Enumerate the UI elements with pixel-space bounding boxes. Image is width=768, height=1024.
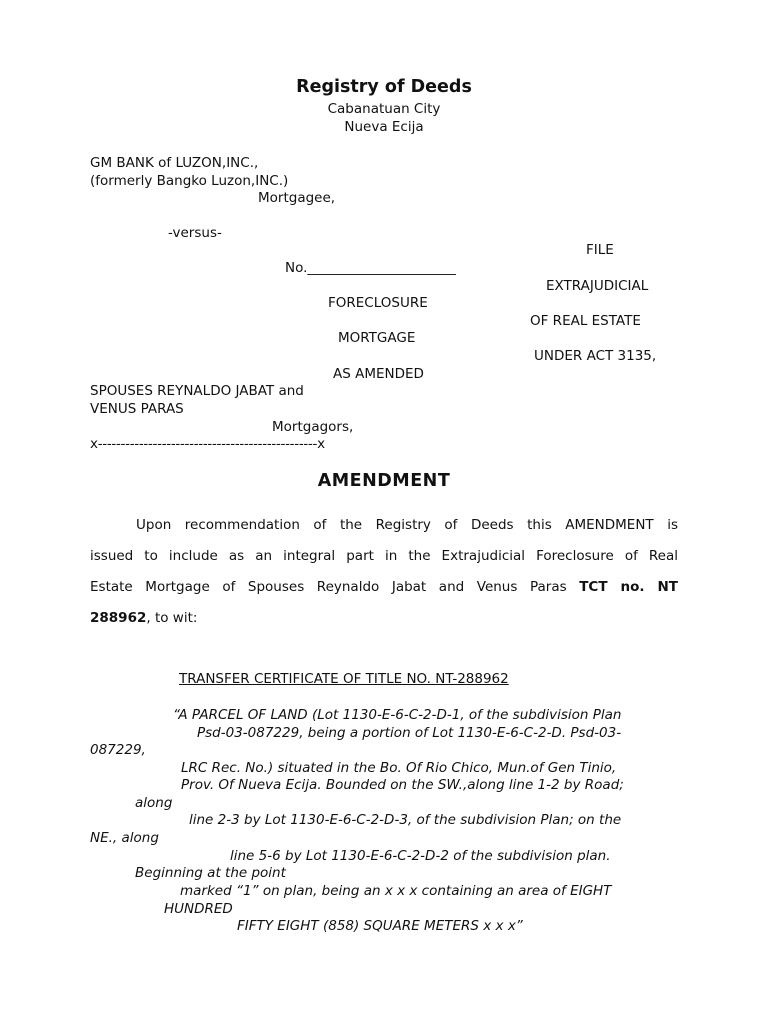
case-act: UNDER ACT 3135,	[534, 348, 657, 364]
tct-number-cont: 288962	[90, 610, 147, 626]
tct-description-line: Psd-03-087229, being a portion of Lot 1130-E-6-C-2-D. Psd-03-	[197, 725, 622, 741]
file-label: FILE	[586, 242, 614, 258]
case-number-line: No.______________________	[285, 260, 456, 276]
amendment-line: issued to include as an integral part in the Extrajudicial Foreclosure of Real	[90, 548, 678, 564]
city-line: Cabanatuan City	[327, 101, 441, 117]
amendment-text: , to wit:	[146, 610, 198, 626]
amendment-line	[90, 603, 678, 634]
mortgagee-role: Mortgagee,	[258, 190, 336, 206]
tct-description-line: Prov. Of Nueva Ecija. Bounded on the SW.,along line 1-2 by Road;	[181, 777, 624, 793]
mortgagee-former-name: (formerly Bangko Luzon,INC.)	[90, 173, 289, 189]
tct-description-line: along	[135, 795, 173, 811]
case-extrajudicial: EXTRAJUDICIAL	[546, 278, 649, 294]
tct-description-line: marked “1” on plan, being an x x x containing an area of EIGHT	[180, 883, 612, 899]
province-line: Nueva Ecija	[344, 119, 424, 135]
tct-description-line: 087229,	[90, 742, 146, 758]
tct-description-line: Beginning at the point	[135, 865, 286, 881]
tct-description-line: NE., along	[90, 830, 159, 846]
caption-separator: x------------------------------------------------x	[90, 436, 325, 452]
case-mortgage: MORTGAGE	[338, 330, 416, 346]
versus-line: -versus-	[168, 225, 222, 241]
tct-description-line: FIFTY EIGHT (858) SQUARE METERS x x x”	[237, 918, 523, 934]
tct-description-line: HUNDRED	[164, 901, 233, 917]
amendment-line	[90, 572, 678, 603]
mortgagors-names-cont: VENUS PARAS	[90, 401, 184, 417]
tct-description-line: line 2-3 by Lot 1130-E-6-C-2-D-3, of the subdivision Plan; on the	[189, 812, 622, 828]
amendment-line: Upon recommendation of the Registry of Deeds this AMENDMENT is	[136, 517, 678, 533]
page-title: Registry of Deeds	[296, 77, 472, 97]
tct-description-line: LRC Rec. No.) situated in the Bo. Of Rio Chico, Mun.of Gen Tinio,	[181, 760, 617, 776]
tct-description-line: “A PARCEL OF LAND (Lot 1130-E-6-C-2-D-1, of the subdivision Plan	[173, 707, 622, 723]
amendment-paragraph	[90, 510, 678, 634]
case-amended: AS AMENDED	[333, 366, 424, 382]
amendment-text: Estate Mortgage of Spouses Reynaldo Jabat and Venus Paras	[90, 579, 580, 595]
tct-heading: TRANSFER CERTIFICATE OF TITLE NO. NT-288962	[179, 671, 509, 687]
mortgagors-names: SPOUSES REYNALDO JABAT and	[90, 383, 304, 399]
tct-description-line: line 5-6 by Lot 1130-E-6-C-2-D-2 of the subdivision plan.	[230, 848, 611, 864]
mortgagee-name: GM BANK of LUZON,INC.,	[90, 155, 259, 171]
mortgagors-role: Mortgagors,	[272, 419, 354, 435]
case-real-estate: OF REAL ESTATE	[530, 313, 641, 329]
amendment-heading: AMENDMENT	[317, 471, 451, 491]
tct-number: TCT no. NT	[579, 579, 678, 595]
case-foreclosure: FORECLOSURE	[328, 295, 428, 311]
